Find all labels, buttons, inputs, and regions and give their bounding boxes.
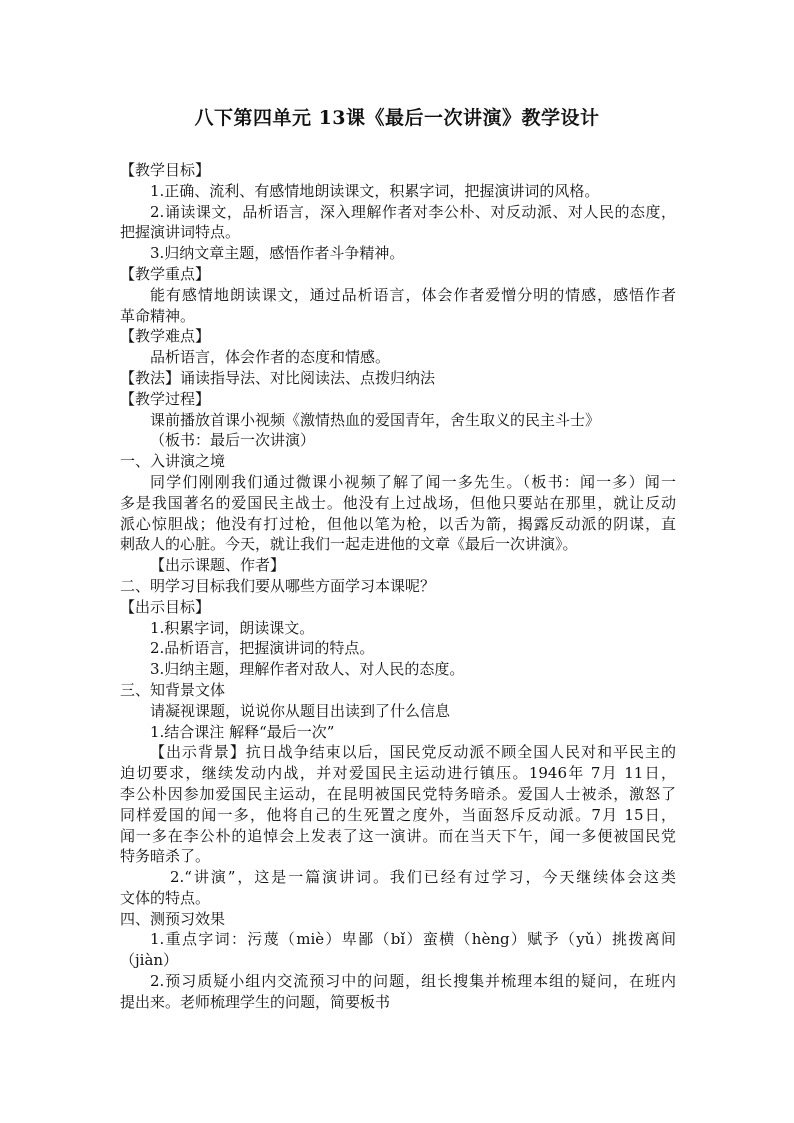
- board-note: 【出示课题、作者】: [150, 556, 286, 575]
- objective-item: 3.归纳主题，理解作者对敌人、对人民的态度。: [150, 660, 465, 679]
- paragraph-line: 迫切要求，继续发动内战，并对爱国民主运动进行镇压。1946年 7月 11日，: [120, 764, 676, 783]
- paragraph-line: 品析语言，体会作者的态度和情感。: [150, 348, 391, 367]
- section-heading: 【教学重点】: [120, 264, 211, 283]
- paragraph-line: 派心惊胆战；他没有打过枪，但他以笔为枪，以舌为箭，揭露反动派的阴谋，直: [120, 514, 676, 533]
- paragraph-line: 同样爱国的闻一多，他将自己的生死置之度外，当面怒斥反动派。7月 15日，: [120, 805, 676, 824]
- paragraph-line: 文体的特点。: [120, 888, 211, 907]
- document-body: [120, 160, 676, 1013]
- paragraph-line: （jiàn）: [120, 951, 179, 970]
- section-heading: 四、测预习效果: [120, 909, 226, 928]
- paragraph-line: 同学们刚刚我们通过微课小视频了解了闻一多先生。（板书：闻一多）闻一: [150, 472, 676, 491]
- section-heading: 【教学难点】: [120, 327, 211, 346]
- objective-item: 2.诵读课文，品析语言，深入理解作者对李公朴、对反动派、对人民的态度，: [150, 202, 676, 221]
- paragraph-line: 能有感情地朗读课文，通过品析语言，体会作者爱憎分明的情感，感悟作者: [150, 285, 676, 304]
- paragraph-line: 2.预习质疑小组内交流预习中的问题，组长搜集并梳理本组的疑问，在班内: [150, 972, 676, 991]
- paragraph-line: 提出来。老师梳理学生的问题，简要板书: [120, 992, 391, 1011]
- section-heading: 一、入讲演之境: [120, 452, 226, 471]
- paragraph-line: 1.重点字词：污蔑（miè）卑鄙（bǐ）蛮横（hèng）赋予（yǔ）挑拨离间: [150, 930, 676, 949]
- paragraph-line: 刺敌人的心脏。今天，就让我们一起走进他的文章《最后一次讲演》。: [120, 535, 578, 554]
- objective-item: 2.品析语言，把握演讲词的特点。: [150, 639, 375, 658]
- paragraph-line: 革命精神。: [120, 306, 196, 325]
- paragraph-line: 2.“讲演”，这是一篇演讲词。我们已经有过学习，今天继续体会这类: [170, 868, 676, 887]
- board-note: （板书：最后一次讲演）: [150, 431, 316, 450]
- paragraph-line: 1.结合课注 解释“最后一次”: [150, 722, 335, 741]
- paragraph-line: 多是我国著名的爱国民主战士。他没有上过战场，但他只要站在那里，就让反动: [120, 493, 676, 512]
- document-title: 八下第四单元 13课《最后一次讲演》教学设计: [194, 107, 600, 129]
- section-heading: 【教学过程】: [120, 389, 211, 408]
- paragraph-line: 把握演讲词特点。: [120, 223, 241, 242]
- paragraph-line: 课前播放首课小视频《激情热血的爱国青年，舍生取义的民主斗士》: [150, 410, 601, 429]
- section-heading: 【教法】诵读指导法、对比阅读法、点拨归纳法: [120, 368, 436, 387]
- section-heading: 二、明学习目标我们要从哪些方面学习本课呢？: [120, 576, 436, 595]
- paragraph-line: 闻一多在李公朴的追悼会上发表了这一演讲。而在当天下午，闻一多便被国民党: [120, 826, 676, 845]
- objective-item: 3.归纳文章主题，感悟作者斗争精神。: [150, 244, 405, 263]
- paragraph-line: 李公朴因参加爱国民主运动，在昆明被国民党特务暗杀。爱国人士被杀，激怒了: [120, 784, 676, 803]
- paragraph-line: 特务暗杀了。: [120, 847, 211, 866]
- section-heading: 三、知背景文体: [120, 680, 226, 699]
- paragraph-line: 请凝视课题，说说你从题目出读到了什么信息: [150, 701, 451, 720]
- section-heading: 【出示目标】: [120, 597, 211, 616]
- objective-item: 1.正确、流利、有感情地朗读课文，积累字词，把握演讲词的风格。: [150, 181, 600, 200]
- objective-item: 1.积累字词，朗读课文。: [150, 618, 315, 637]
- paragraph-line: 【出示背景】抗日战争结束以后，国民党反动派不顾全国人民对和平民主的: [150, 743, 676, 762]
- section-heading: 【教学目标】: [120, 161, 211, 179]
